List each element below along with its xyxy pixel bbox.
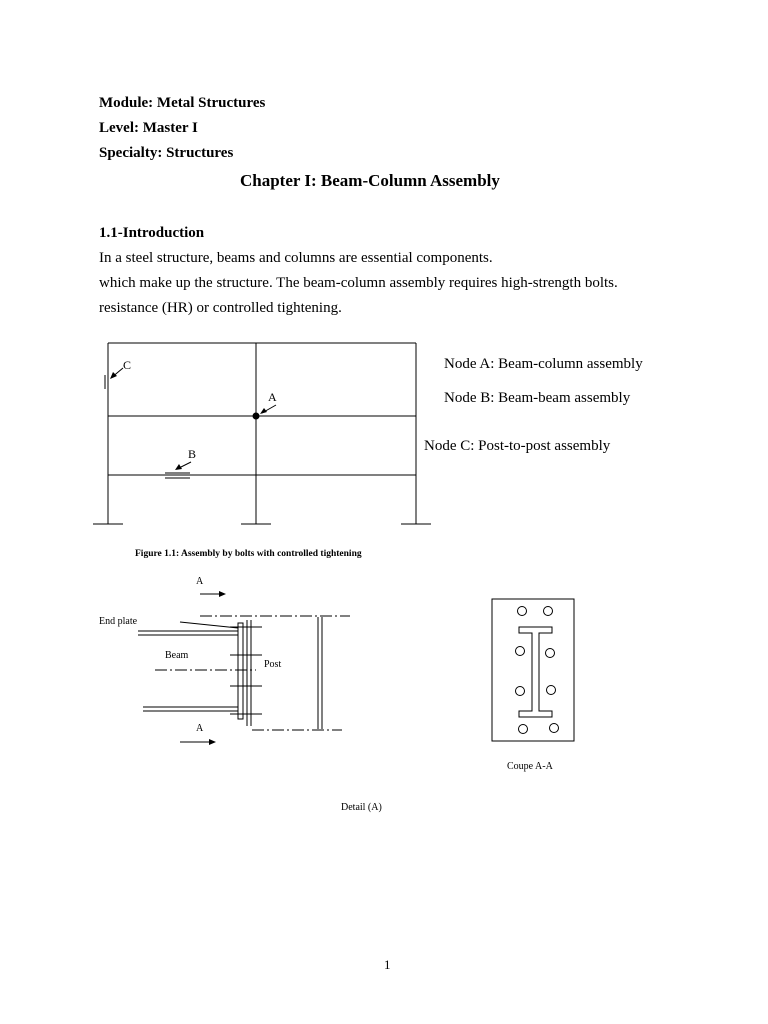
label-a: A (268, 390, 277, 404)
label-b: B (188, 447, 197, 461)
section-mark-top: A (196, 576, 204, 587)
label-c: C (123, 358, 132, 372)
post-label: Post (264, 659, 282, 670)
detail-caption: Detail (A) (341, 802, 382, 813)
level-line: Level: Master I (99, 120, 198, 136)
section-heading: 1.1-Introduction (99, 225, 205, 241)
beam-label: Beam (165, 650, 189, 661)
page-number: 1 (384, 957, 391, 972)
intro-line-1: In a steel structure, beams and columns are essential components. (99, 250, 493, 266)
module-line: Module: Metal Structures (99, 95, 266, 111)
legend-node-b: Node B: Beam-beam assembly (444, 390, 631, 406)
chapter-title: Chapter I: Beam-Column Assembly (240, 171, 500, 190)
section-caption: Coupe A-A (507, 761, 553, 772)
intro-line-3: resistance (HR) or controlled tightening. (99, 300, 342, 316)
specialty-line: Specialty: Structures (99, 145, 234, 161)
end-plate-label: End plate (99, 616, 138, 627)
legend-node-a: Node A: Beam-column assembly (444, 356, 643, 372)
intro-line-2: which make up the structure. The beam-column assembly requires high-strength bolts. (99, 275, 618, 291)
figure-caption: Figure 1.1: Assembly by bolts with controlled tightening (135, 549, 362, 559)
legend-node-c: Node C: Post-to-post assembly (424, 438, 611, 454)
section-mark-bottom: A (196, 723, 204, 734)
